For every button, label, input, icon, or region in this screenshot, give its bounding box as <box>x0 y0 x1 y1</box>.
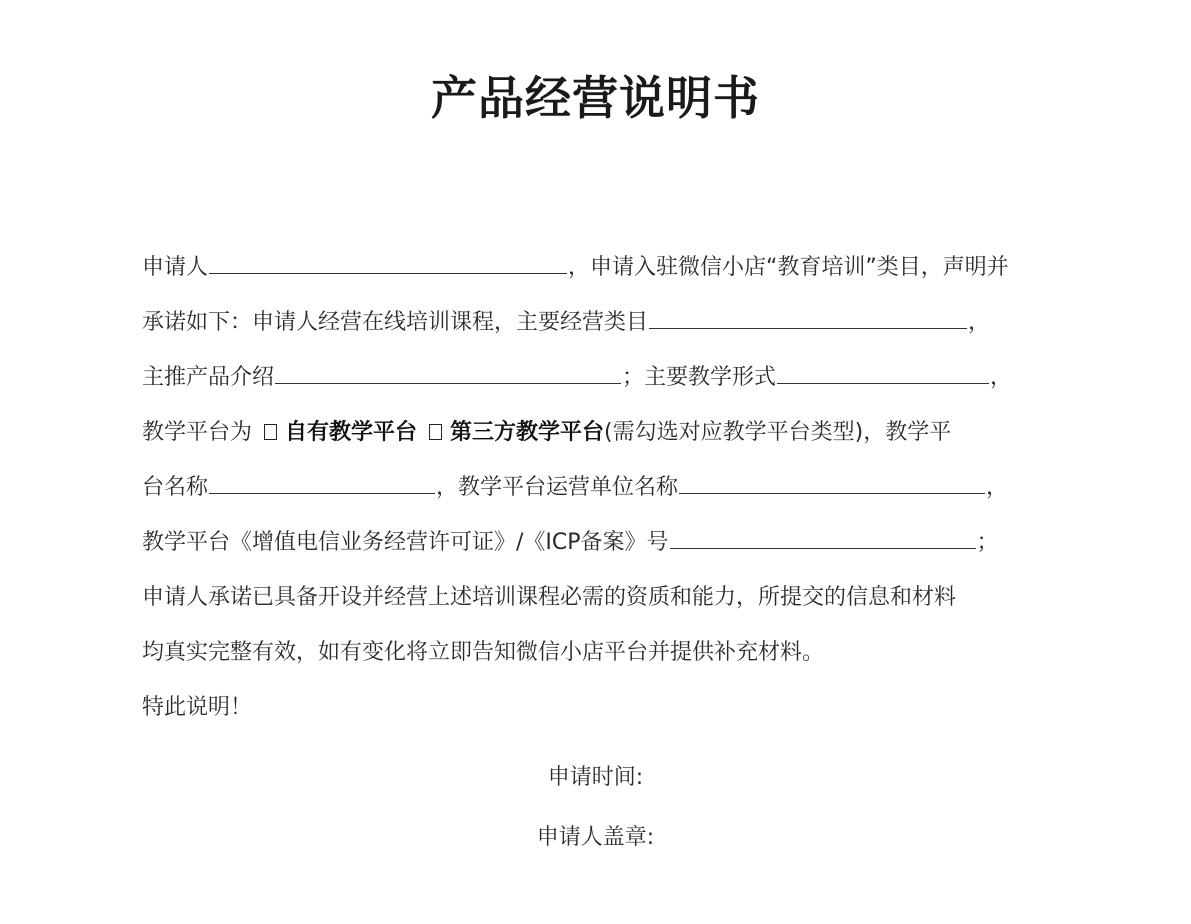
platform-type-note: (需勾选对应教学平台类型)，教学平 <box>604 420 952 445</box>
own-platform-checkbox[interactable] <box>264 424 277 440</box>
third-party-platform-option: 第三方教学平台 <box>450 420 605 445</box>
product-intro-blank[interactable] <box>275 357 621 384</box>
operator-name-comma: ， <box>986 475 1009 500</box>
platform-type-label: 教学平台为 <box>142 420 253 445</box>
document-body <box>142 240 1062 735</box>
own-platform-option: 自有教学平台 <box>285 420 418 445</box>
application-time-label: 申请时间: <box>547 765 644 790</box>
category-blank[interactable] <box>649 302 967 329</box>
product-intro-label: 主推产品介绍 <box>142 365 275 390</box>
teaching-form-comma: ， <box>990 365 1013 390</box>
body-line-7: 申请人承诺已具备开设并经营上述培训课程必需的资质和能力，所提交的信息和材料 <box>142 585 957 610</box>
platform-name-label: 台名称 <box>142 475 209 500</box>
body-line-4 <box>142 405 1062 460</box>
body-line-2 <box>142 295 1062 350</box>
body-line-1 <box>142 240 1062 295</box>
license-blank[interactable] <box>670 522 976 549</box>
body-line-5 <box>142 460 1062 515</box>
applicant-stamp-label: 申请人盖章: <box>536 825 655 850</box>
operator-name-label: ，教学平台运营单位名称 <box>436 475 679 500</box>
applicant-text: ，申请入驻微信小店“教育培训”类目，声明并 <box>568 255 1009 280</box>
body-line-8: 均真实完整有效，如有变化将立即告知微信小店平台并提供补充材料。 <box>142 640 825 665</box>
document-title: 产品经营说明书 <box>431 71 760 125</box>
category-label: 承诺如下：申请人经营在线培训课程，主要经营类目 <box>142 310 649 335</box>
body-line-6 <box>142 515 1062 570</box>
third-party-platform-checkbox[interactable] <box>429 424 442 440</box>
license-label: 教学平台《增值电信业务经营许可证》/《ICP备案》号 <box>142 530 669 555</box>
applicant-label: 申请人 <box>142 255 209 280</box>
operator-name-blank[interactable] <box>679 467 985 494</box>
body-line-3 <box>142 350 1062 405</box>
teaching-form-blank[interactable] <box>777 357 989 384</box>
license-semicolon: ； <box>976 530 999 555</box>
applicant-blank[interactable] <box>209 247 567 274</box>
teaching-form-label: ；主要教学形式 <box>622 365 777 390</box>
platform-name-blank[interactable] <box>209 467 435 494</box>
closing-statement: 特此说明！ <box>142 695 253 720</box>
category-comma: ， <box>968 310 991 335</box>
